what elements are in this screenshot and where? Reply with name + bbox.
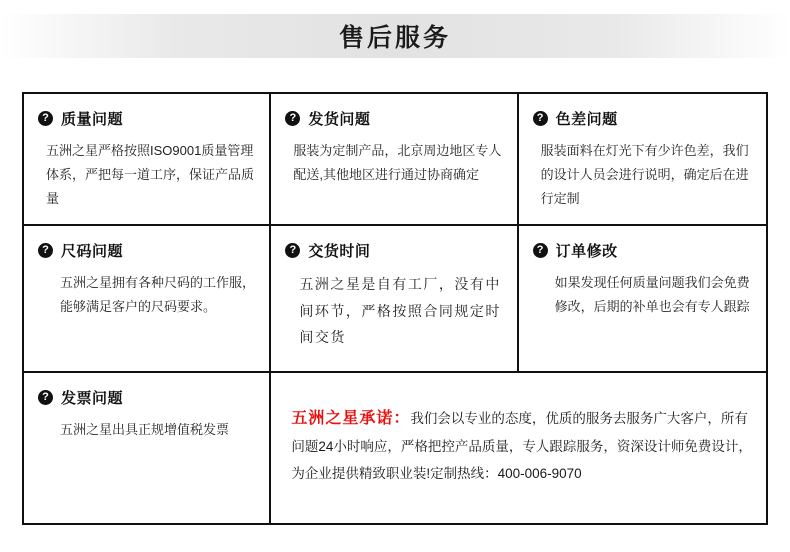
item-header: [533, 240, 752, 261]
question-icon: ?: [285, 111, 300, 126]
question-icon: ?: [38, 390, 53, 405]
table-row: [24, 94, 766, 226]
item-body: 五洲之星严格按照ISO9001质量管理体系，严把每一道工序，保证产品质量: [46, 143, 255, 207]
item-title: 交货时间: [308, 243, 371, 260]
question-icon: ?: [38, 111, 53, 126]
table-row: [24, 226, 766, 373]
table-row: [24, 373, 766, 523]
promise-text-block: [285, 387, 752, 487]
item-header: [38, 240, 255, 261]
item-title: 尺码问题: [61, 243, 124, 260]
service-item-shipping: [271, 94, 518, 224]
item-title: 发货问题: [308, 111, 371, 128]
item-header: [533, 108, 752, 129]
service-item-order-modification: [519, 226, 766, 371]
service-table: [22, 92, 768, 525]
service-item-invoice: [24, 373, 271, 523]
question-icon: ?: [38, 243, 53, 258]
item-title: 质量问题: [61, 111, 124, 128]
page-title: 售后服务: [338, 24, 451, 52]
promise-body: 我们会以专业的态度，优质的服务去服务广大客户，所有问题24小时响应，严格把控产品质量，专人跟踪服务，资深设计师免费设计，为企业提供精致职业装!定制热线：400-006-9070: [291, 411, 752, 481]
service-item-delivery-time: [271, 226, 518, 371]
item-body: 五洲之星拥有各种尺码的工作服，能够满足客户的尺码要求。: [60, 275, 256, 315]
item-body: 如果发现任何质量问题我们会免费修改，后期的补单也会有专人跟踪: [554, 275, 750, 315]
item-header: [38, 108, 255, 129]
promise-lead: 五洲之星承诺：: [291, 410, 411, 427]
item-body: 五洲之星是自有工厂，没有中间环节，严格按照合同规定时间交货: [299, 276, 501, 346]
question-icon: ?: [533, 243, 548, 258]
service-item-color-difference: [519, 94, 766, 224]
item-title: 订单修改: [555, 243, 618, 260]
service-item-size: [24, 226, 271, 371]
company-promise: [271, 373, 766, 523]
item-title: 发票问题: [61, 390, 124, 407]
page-header: [0, 14, 790, 58]
item-header: [285, 240, 502, 261]
item-header: [285, 108, 502, 129]
item-body: 服装面料在灯光下有少许色差，我们的设计人员会进行说明，确定后在进行定制: [540, 143, 749, 207]
item-title: 色差问题: [555, 111, 618, 128]
question-icon: ?: [285, 243, 300, 258]
item-body: 五洲之星出具正规增值税发票: [60, 422, 230, 437]
question-icon: ?: [533, 111, 548, 126]
item-header: [38, 387, 255, 408]
item-body: 服装为定制产品，北京周边地区专人配送,其他地区进行通过协商确定: [293, 143, 502, 183]
service-item-quality: [24, 94, 271, 224]
